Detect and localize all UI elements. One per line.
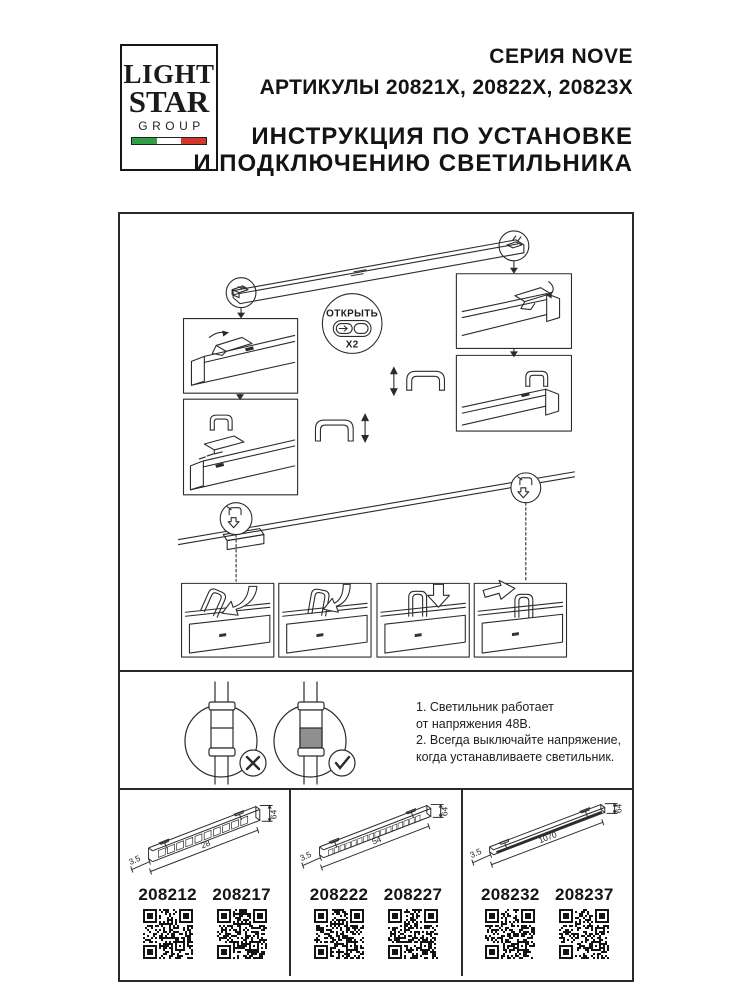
installation-diagram-section — [120, 214, 632, 672]
qr-code — [142, 908, 194, 960]
article-code: 208237 — [555, 885, 614, 904]
logo-word-star: STAR — [128, 84, 210, 119]
dim-length: 54 — [370, 833, 384, 847]
article-stack — [306, 885, 372, 960]
installation-diagram — [120, 214, 632, 670]
open-count: X2 — [345, 339, 359, 351]
flag-white — [157, 138, 182, 144]
note-line: когда устанавливаете светильник. — [416, 749, 615, 764]
dim-height: 64 — [613, 803, 624, 814]
detail-box-right-2 — [456, 355, 571, 431]
qr-code — [558, 908, 610, 960]
page-title-line1: ИНСТРУКЦИЯ ПО УСТАНОВКЕ — [251, 123, 633, 150]
article-code: 208227 — [383, 885, 443, 904]
article-code: 208217 — [212, 885, 271, 904]
article-code: 208222 — [309, 885, 369, 904]
articles-line: АРТИКУЛЫ 20821X, 20822X, 20823X — [259, 76, 633, 99]
article-stack — [477, 885, 543, 960]
open-label: ОТКРЫТЬ — [326, 308, 379, 320]
qr-code — [387, 908, 439, 960]
article-stack — [135, 885, 201, 960]
instruction-frame — [118, 212, 634, 982]
dim-depth: 3.5 — [298, 849, 314, 863]
dim-length: 1070 — [536, 829, 558, 846]
header-titles — [193, 46, 633, 176]
dim-length: 28 — [199, 837, 212, 851]
detail-box-left-2 — [184, 399, 298, 495]
product-column-2 — [291, 790, 462, 976]
article-stack — [551, 885, 617, 960]
article-pair — [120, 885, 289, 960]
logo-word-light: LIGHT — [123, 59, 215, 89]
products-section — [120, 790, 632, 976]
dim-depth: 3.5 — [127, 852, 142, 867]
luminaire-drawing-2 — [291, 790, 460, 890]
luminaire-drawing-1 — [120, 790, 289, 890]
luminaire-drawing-3 — [463, 790, 632, 890]
dim-height: 64 — [439, 806, 450, 817]
open-x2-badge — [322, 294, 382, 354]
qr-code — [313, 908, 365, 960]
note-line: 1. Светильник работает — [416, 700, 554, 714]
article-stack — [209, 885, 275, 960]
dim-depth: 3.5 — [467, 846, 483, 860]
qr-code — [484, 908, 536, 960]
article-code: 208212 — [138, 885, 197, 904]
qr-code — [216, 908, 268, 960]
note-line: от напряжения 48В. — [416, 716, 532, 731]
mount-clip — [407, 371, 445, 390]
series-title: СЕРИЯ NOVE — [489, 45, 633, 68]
dim-height: 64 — [268, 809, 279, 820]
product-column-1 — [120, 790, 291, 976]
logo-word-group: GROUP — [138, 119, 205, 133]
article-pair — [291, 885, 460, 960]
article-pair — [463, 885, 632, 960]
page-title-line2: И ПОДКЛЮЧЕНИЮ СВЕТИЛЬНИКА — [193, 150, 633, 177]
detail-box-right-1 — [456, 274, 571, 349]
product-column-3 — [463, 790, 632, 976]
check-icon — [329, 750, 355, 776]
mount-clip — [315, 420, 353, 441]
article-stack — [380, 885, 446, 960]
safety-notes-section — [120, 672, 632, 790]
flag-green — [132, 138, 157, 144]
article-code: 208232 — [481, 885, 540, 904]
safety-notes-text — [416, 699, 626, 765]
note-line: 2. Всегда выключайте напряжение, — [416, 733, 622, 747]
